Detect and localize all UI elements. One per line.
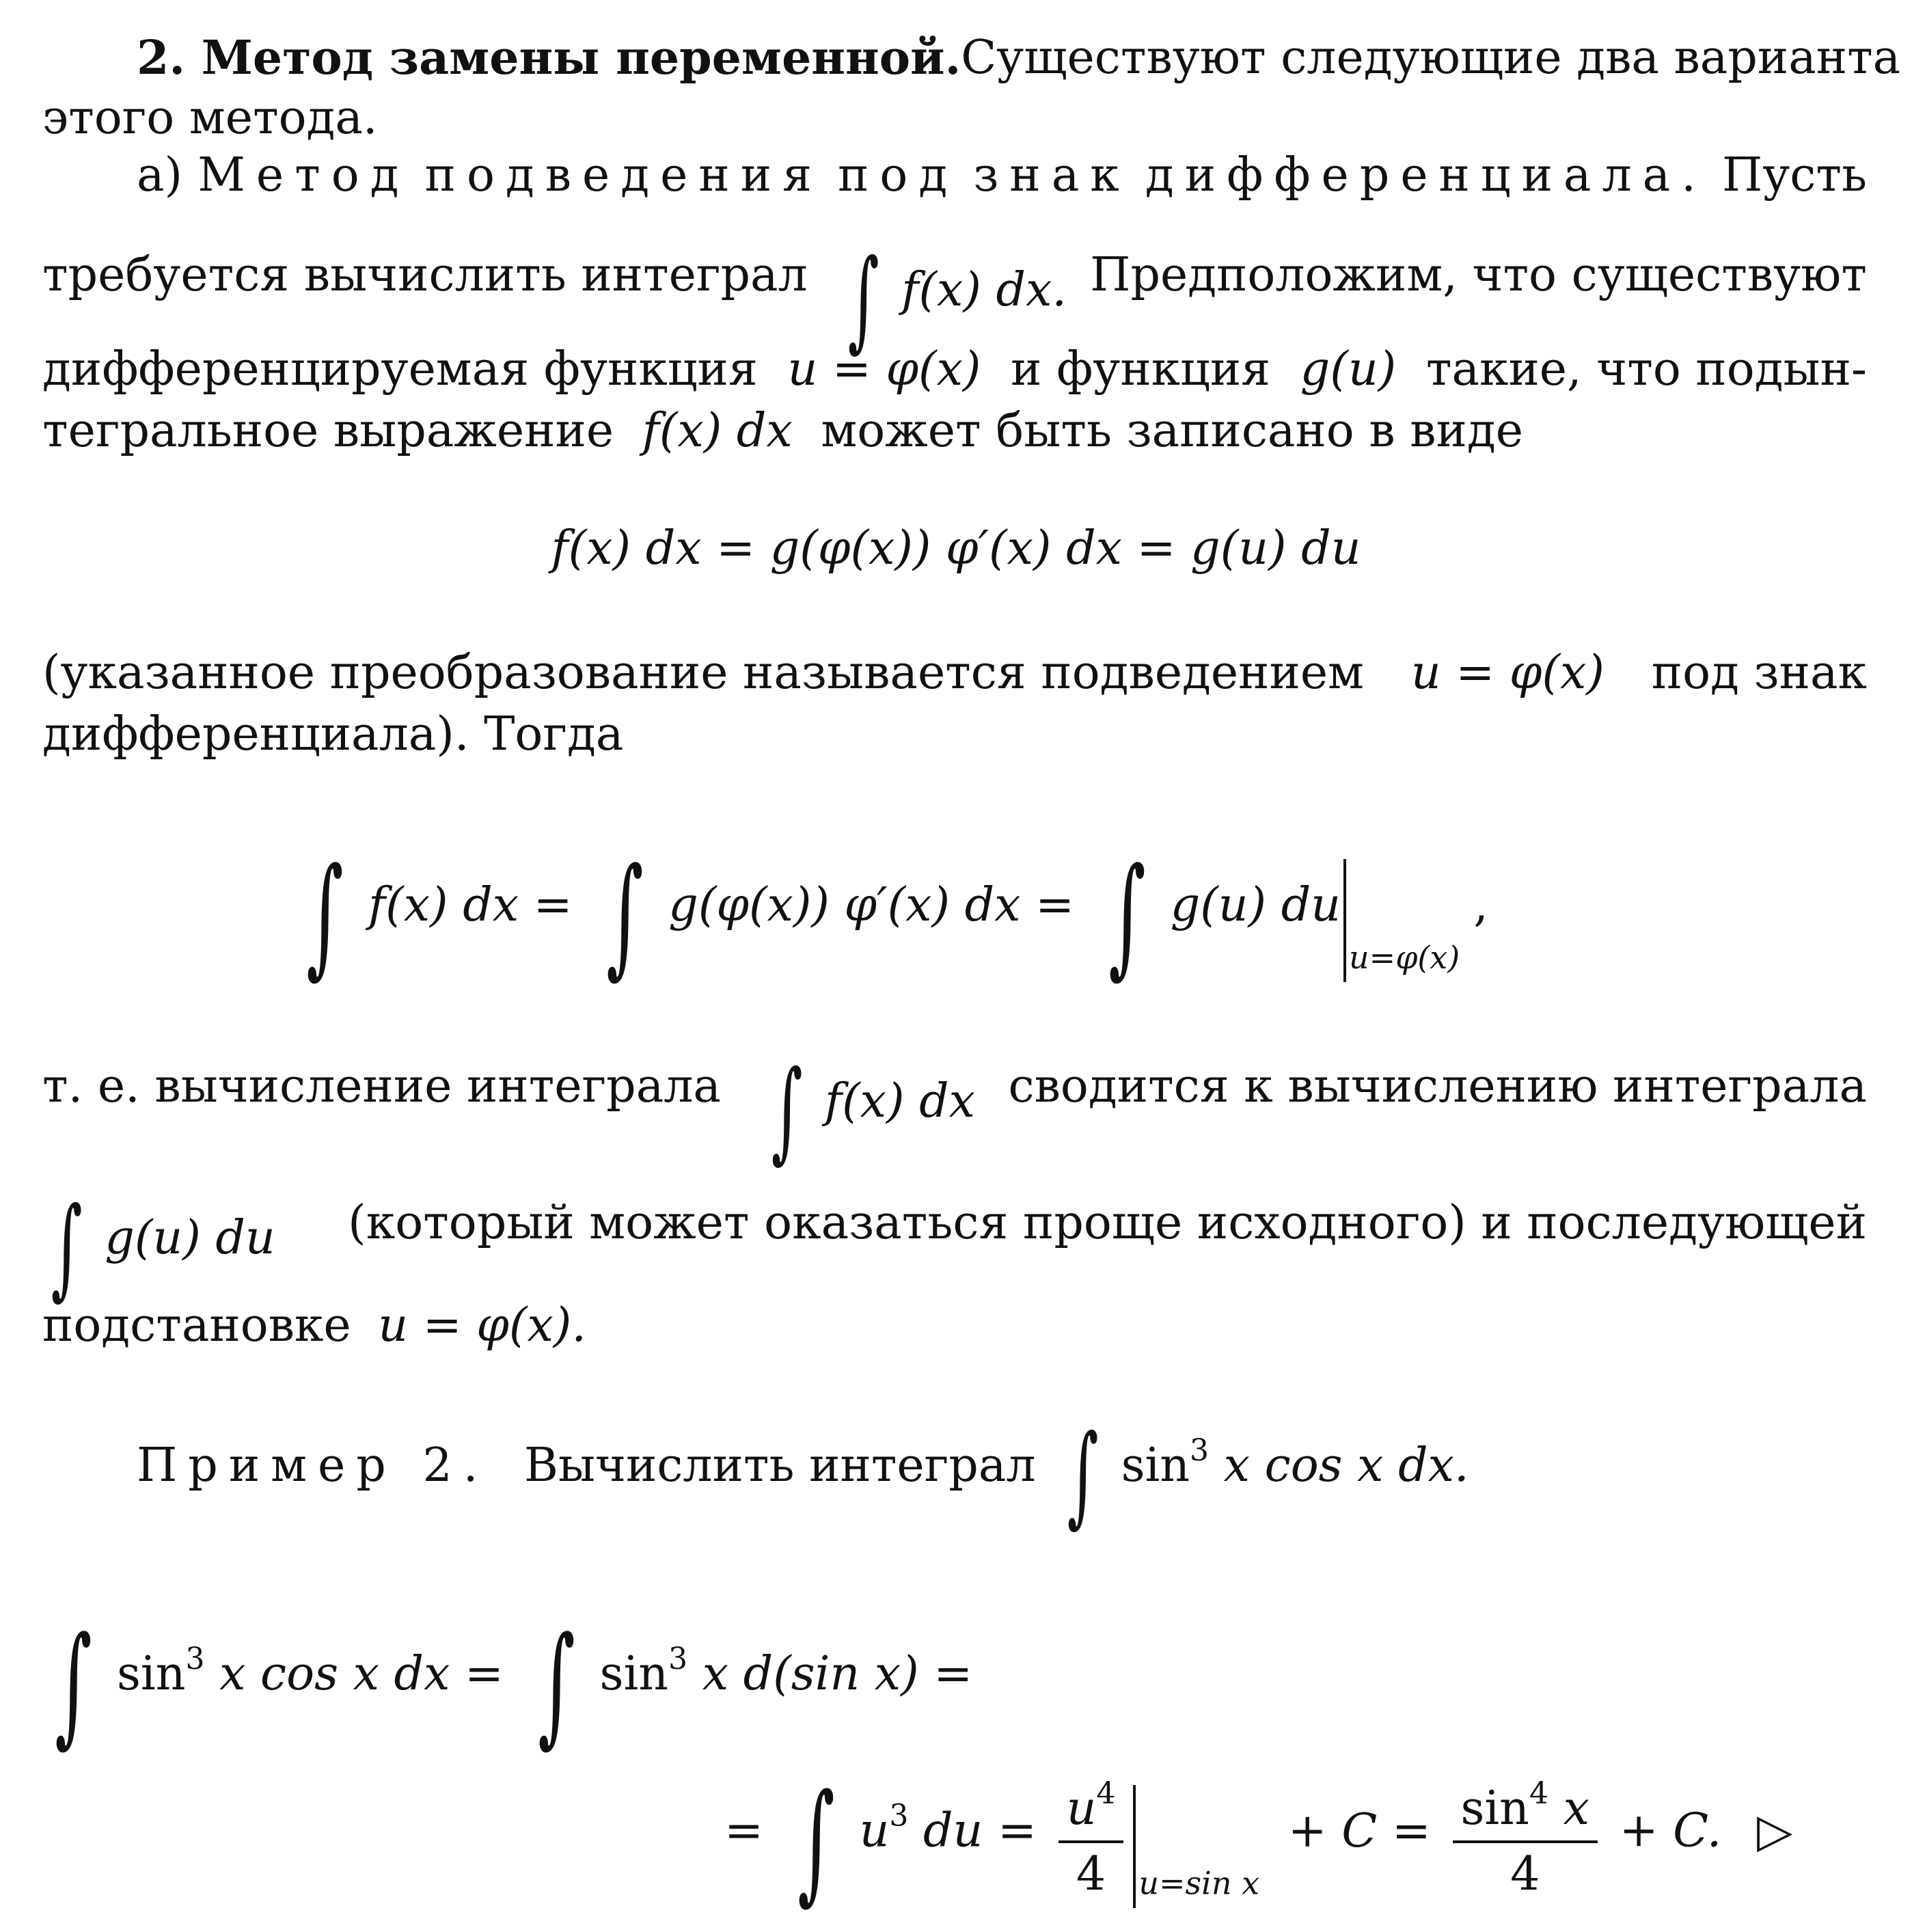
math-var: x [1563,1782,1589,1836]
substitution-subscript: u=sin x [1138,1864,1260,1902]
math-expr: f(x) dx [642,404,793,458]
title-tail: Пусть [1721,148,1867,202]
paragraph-line [42,1046,1867,1174]
integral-sign: ∫ [537,1609,575,1760]
math-expr: g(u) du [1170,878,1341,932]
section-heading: 2. Метод замены переменной. [137,31,961,85]
evaluation-bar [1133,1785,1136,1908]
title-word: Метод [197,148,410,202]
exponent: 3 [185,1642,205,1676]
text-run: может быть записано в виде [821,404,1523,458]
math-expr: u = φ(x). [378,1298,586,1352]
equation-2 [287,840,1654,991]
math-expr: u = φ(x) [1410,646,1604,700]
text-run: такие, что подын- [1425,342,1867,396]
math-var: u [859,1804,890,1858]
comma: , [1473,878,1488,932]
math-expr: g(φ(x)) φ′(x) dx = [668,878,1075,932]
title-word: дифференциала. [1145,148,1707,202]
math-expr: g(u) du [105,1211,275,1265]
paragraph-line [42,235,1867,363]
integral-sign: ∫ [1108,840,1146,991]
text-run: дифференцируемая функция [42,342,758,396]
exponent: 4 [1096,1776,1116,1811]
exponent: 3 [889,1798,909,1834]
text-run: требуется вычислить интеграл [42,248,808,302]
fraction-denominator: 4 [1076,1847,1106,1901]
integral-sign: ∫ [51,1183,83,1311]
math-func: sin [1121,1439,1190,1493]
exponent: 4 [1529,1776,1548,1811]
text-run: тегральное выражение [42,404,614,458]
equation-1: f(x) dx = g(φ(x)) φ′(x) dx = g(u) du [551,521,1361,575]
math-expr: + C = [1287,1804,1431,1858]
integral-sign: ∫ [606,840,644,991]
fraction [1059,1767,1124,1902]
title-word: под [838,148,959,202]
text-run: и функция [1011,342,1271,396]
math-expr: f(x) dx. [901,263,1067,317]
equation-3 [42,1609,1867,1760]
paragraph-line: дифференциала). Тогда [42,707,624,761]
text-run: т. е. вычисление интеграла [42,1059,721,1113]
math-expr: u = φ(x) [787,342,981,396]
fraction [1453,1767,1598,1902]
integral-sign: ∫ [306,840,344,991]
math-expr: du = [923,1804,1037,1858]
math-var: u [1066,1782,1097,1836]
paragraph-line [42,1295,1867,1357]
title-word: подведения [424,148,823,202]
text-run: сводится к вычислению интеграла [1008,1059,1867,1113]
substitution-subscript: u=φ(x) [1349,939,1460,976]
text-run: (который может оказаться проще исходного) и последующей [348,1196,1867,1250]
paragraph-line [42,400,1867,462]
math-expr: x cos x dx. [1223,1439,1469,1493]
text-run: Предположим, что существуют [1090,248,1867,302]
math-func: sin [599,1647,669,1701]
inline-integral [831,235,1067,363]
equation-4 [724,1765,1886,1917]
method-title-line [137,145,1867,206]
integral-sign: ∫ [847,235,879,363]
integral-sign: ∫ [797,1765,835,1917]
paragraph-heading-line [137,27,1901,89]
integral-sign: ∫ [1067,1411,1099,1538]
text-run: под знак [1651,646,1867,700]
math-expr: f(x) dx [824,1074,975,1128]
paragraph-line [42,1183,1867,1311]
evaluation-bar [1343,859,1346,982]
end-of-example-triangle-icon: ▷ [1757,1804,1793,1858]
item-label: а) [137,148,183,202]
math-expr: x cos x dx = [219,1647,504,1701]
integral-sign: ∫ [771,1046,803,1174]
integral-sign: ∫ [55,1609,92,1760]
paragraph-line: этого метода. [42,91,378,145]
fraction-denominator: 4 [1510,1847,1540,1901]
exponent: 3 [668,1642,688,1676]
fraction-numerator [1059,1767,1124,1843]
math-func: sin [117,1647,186,1701]
paragraph-line [42,339,1867,400]
math-expr: g(u) [1300,342,1397,396]
math-expr: x d(sin x) = [702,1647,973,1701]
heading-rest: Существуют следующие два варианта [961,31,1901,85]
equals-sign: = [724,1804,763,1858]
inline-integral [42,1183,275,1311]
math-expr: + C. [1619,1804,1722,1858]
fraction-numerator [1453,1767,1598,1843]
example-label: Пример 2. [137,1439,489,1493]
exponent: 3 [1190,1433,1210,1468]
text-run: Вычислить интеграл [523,1439,1036,1493]
text-run: подстановке [42,1298,351,1352]
example-line [137,1411,1867,1538]
paragraph-line [42,642,1867,704]
math-expr: f(x) dx = [368,878,573,932]
text-run: (указанное преобразование называется подведением [42,646,1364,700]
math-func: sin [1460,1782,1529,1836]
title-word: знак [973,148,1130,202]
inline-integral [754,1046,975,1174]
